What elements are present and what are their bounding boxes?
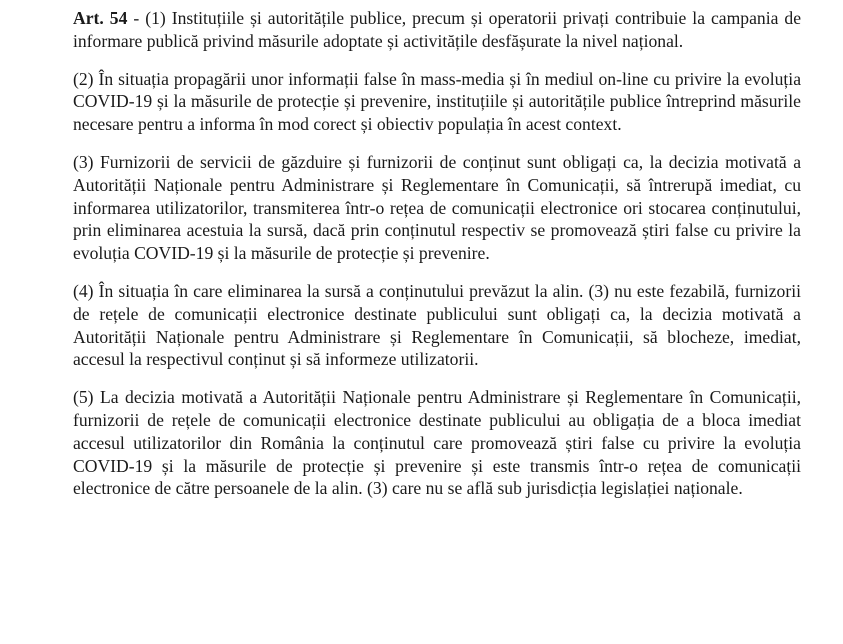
article-paragraph-1	[73, 7, 801, 53]
article-paragraph-5: (5) La decizia motivată a Autorității Naționale pentru Administrare și Reglementare în Comunicații, furnizorii de rețele de comunicații electronice destinate publicului au obligația de a bloca imediat accesul utilizatorilor din România la conținutul care promovează știri false cu privire la evoluția COVID-19 și la măsurile de protecție și prevenire și este transmis într-o rețea de comunicații electronice de către persoanele de la alin. (3) care nu se află sub jurisdicția legislației naționale.	[73, 387, 801, 499]
article-paragraph-3: (3) Furnizorii de servicii de găzduire și furnizorii de conținut sunt obligați ca, la decizia motivată a Autorității Naționale pentru Administrare și Reglementare în Comunicații, să întrerupă imediat, cu informarea utilizatorilor, transmiterea într-o rețea de comunicații electronice ori stocarea conținutului, prin eliminarea acestuia la sursă, dacă prin conținutul respectiv se promovează știri false cu privire la evoluția COVID-19 și la măsurile de protecție și prevenire.	[73, 151, 801, 264]
article-label: Art. 54	[73, 8, 128, 28]
article-paragraph-2: (2) În situația propagării unor informații false în mass-media și în mediul on-line cu privire la evoluția COVID-19 și la măsurile de protecție și prevenire, instituțiile și autoritățile publice întreprind măsurile necesare pentru a informa în mod corect și obiectiv populația în acest context.	[73, 68, 801, 135]
document-body	[73, 7, 801, 500]
paragraph-text: - (1) Instituțiile și autoritățile publice, precum și operatorii privați contribuie la campania de informare publică privind măsurile adoptate și activitățile desfășurate la nivel național.	[73, 8, 802, 51]
article-paragraph-4: (4) În situația în care eliminarea la sursă a conținutului prevăzut la alin. (3) nu este fezabilă, furnizorii de rețele de comunicații electronice destinate publicului sunt obligați ca, la decizia motivată a Autorității Naționale pentru Administrare și Reglementare în Comunicații, să blocheze, imediat, accesul la respectivul conținut și să informeze utilizatorii.	[73, 280, 801, 370]
